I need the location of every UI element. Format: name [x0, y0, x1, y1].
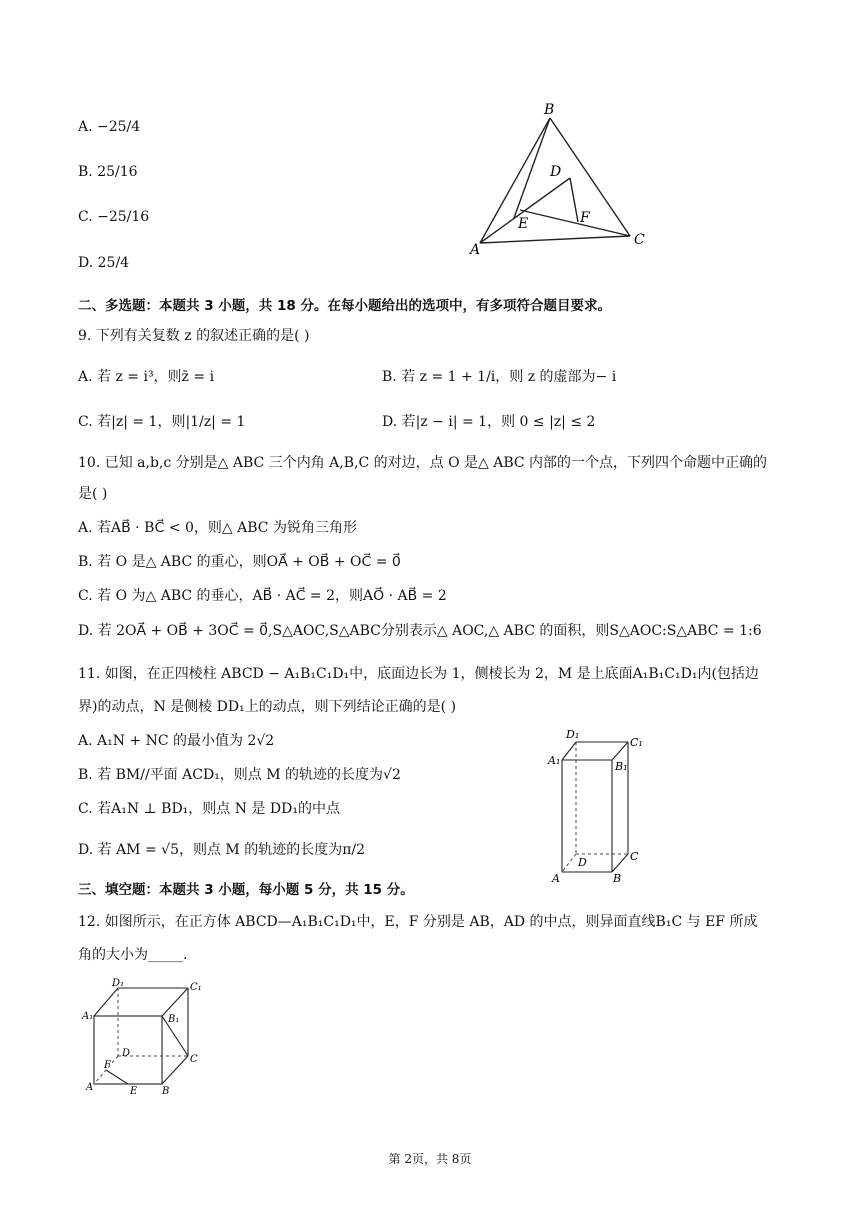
q9-option-a: A. 若 z = i³，则z̄ = i	[78, 369, 215, 385]
label-d1: D₁	[112, 978, 125, 989]
edge-bc	[550, 118, 630, 236]
q10-option-d: D. 若 2OA⃗ + OB⃗ + 3OC⃗ = 0⃗,S△AOC,S△ABC分别表示△ AOC,△ ABC 的面积，则S△AOC:S△ABC = 1:6	[78, 623, 762, 639]
q9-option-b: B. 若 z = 1 + 1/i，则 z 的虚部为− i	[382, 369, 617, 385]
q9-option-d: D. 若|z − i| = 1，则 0 ≤ |z| ≤ 2	[382, 414, 596, 430]
label-c1: C₁	[630, 736, 643, 749]
label-d: D	[122, 1048, 131, 1059]
q11-option-b: B. 若 BM//平面 ACD₁，则点 M 的轨迹的长度为√2	[78, 767, 401, 783]
label-a: A	[470, 242, 481, 258]
cube-figure	[78, 976, 208, 1100]
q11-stem-line2: 界)的动点，N 是侧棱 DD₁上的动点，则下列结论正确的是( )	[78, 699, 457, 715]
label-d: D	[550, 164, 562, 180]
label-e: E	[130, 1086, 138, 1097]
q10-stem-line1: 10. 已知 a,b,c 分别是△ ABC 三个内角 A,B,C 的对边，点 O 是△ ABC 内部的一个点，下列四个命题中正确的	[78, 455, 768, 471]
q12-line1: 12. 如图所示，在正方体 ABCD—A₁B₁C₁D₁中，E，F 分别是 AB，AD 的中点，则异面直线B₁C 与 EF 所成	[78, 914, 758, 930]
label-f: F	[580, 210, 590, 226]
q8-option-b: B. 25/16	[78, 164, 138, 180]
triangle-figure	[462, 98, 662, 258]
edge-ab	[480, 118, 550, 243]
section3-heading: 三、填空题：本题共 3 小题，每小题 5 分，共 15 分。	[78, 882, 414, 898]
label-b: B	[613, 872, 622, 885]
label-f: F	[104, 1060, 111, 1071]
edge-ac	[480, 236, 630, 243]
label-a1: A₁	[82, 1011, 94, 1022]
prism-figure	[546, 724, 652, 886]
label-a: A	[86, 1082, 94, 1093]
q9-stem: 9. 下列有关复数 z 的叙述正确的是( )	[78, 328, 310, 344]
q8-option-a: A. −25/4	[78, 119, 141, 135]
q10-option-b: B. 若 O 是△ ABC 的重心，则OA⃗ + OB⃗ + OC⃗ = 0⃗	[78, 554, 401, 570]
label-d: D	[578, 856, 587, 869]
segment-df	[570, 178, 578, 222]
q10-stem-line2: 是( )	[78, 486, 108, 502]
q11-stem-line1: 11. 如图，在正四棱柱 ABCD − A₁B₁C₁D₁中，底面边长为 1，侧棱长为 2，M 是上底面A₁B₁C₁D₁内(包括边	[78, 666, 759, 682]
q10-option-a: A. 若AB⃗ · BC⃗ < 0，则△ ABC 为锐角三角形	[78, 520, 357, 536]
label-b1: B₁	[615, 760, 628, 773]
label-b: B	[162, 1086, 170, 1097]
label-c: C	[634, 232, 645, 248]
cevian-be	[514, 118, 550, 218]
label-e: E	[518, 216, 529, 232]
q8-option-c: C. −25/16	[78, 209, 150, 225]
label-c: C	[190, 1054, 198, 1065]
q9-option-c: C. 若|z| = 1，则|1/z| = 1	[78, 414, 246, 430]
section2-heading: 二、多选题：本题共 3 小题，共 18 分。在每小题给出的选项中，有多项符合题目要求。	[78, 298, 611, 314]
label-b1: B₁	[168, 1014, 180, 1025]
label-a1: A₁	[548, 754, 561, 767]
label-c: C	[630, 850, 639, 863]
q12-line2: 角的大小为_____.	[78, 947, 188, 963]
label-d1: D₁	[566, 728, 580, 741]
label-c1: C₁	[190, 982, 202, 993]
q11-option-c: C. 若A₁N ⊥ BD₁，则点 N 是 DD₁的中点	[78, 801, 340, 817]
q10-option-c: C. 若 O 为△ ABC 的垂心，AB⃗ · AC⃗ = 2，则AO⃗ · AB⃗ = 2	[78, 588, 447, 604]
q11-option-d: D. 若 AM = √5，则点 M 的轨迹的长度为π/2	[78, 842, 366, 858]
page-footer: 第 2页，共 8页	[388, 1152, 472, 1166]
cevian-cf	[520, 210, 630, 236]
label-b: B	[544, 102, 555, 118]
q11-option-a: A. A₁N + NC 的最小值为 2√2	[78, 733, 275, 749]
q8-option-d: D. 25/4	[78, 255, 130, 271]
label-a: A	[552, 872, 560, 885]
